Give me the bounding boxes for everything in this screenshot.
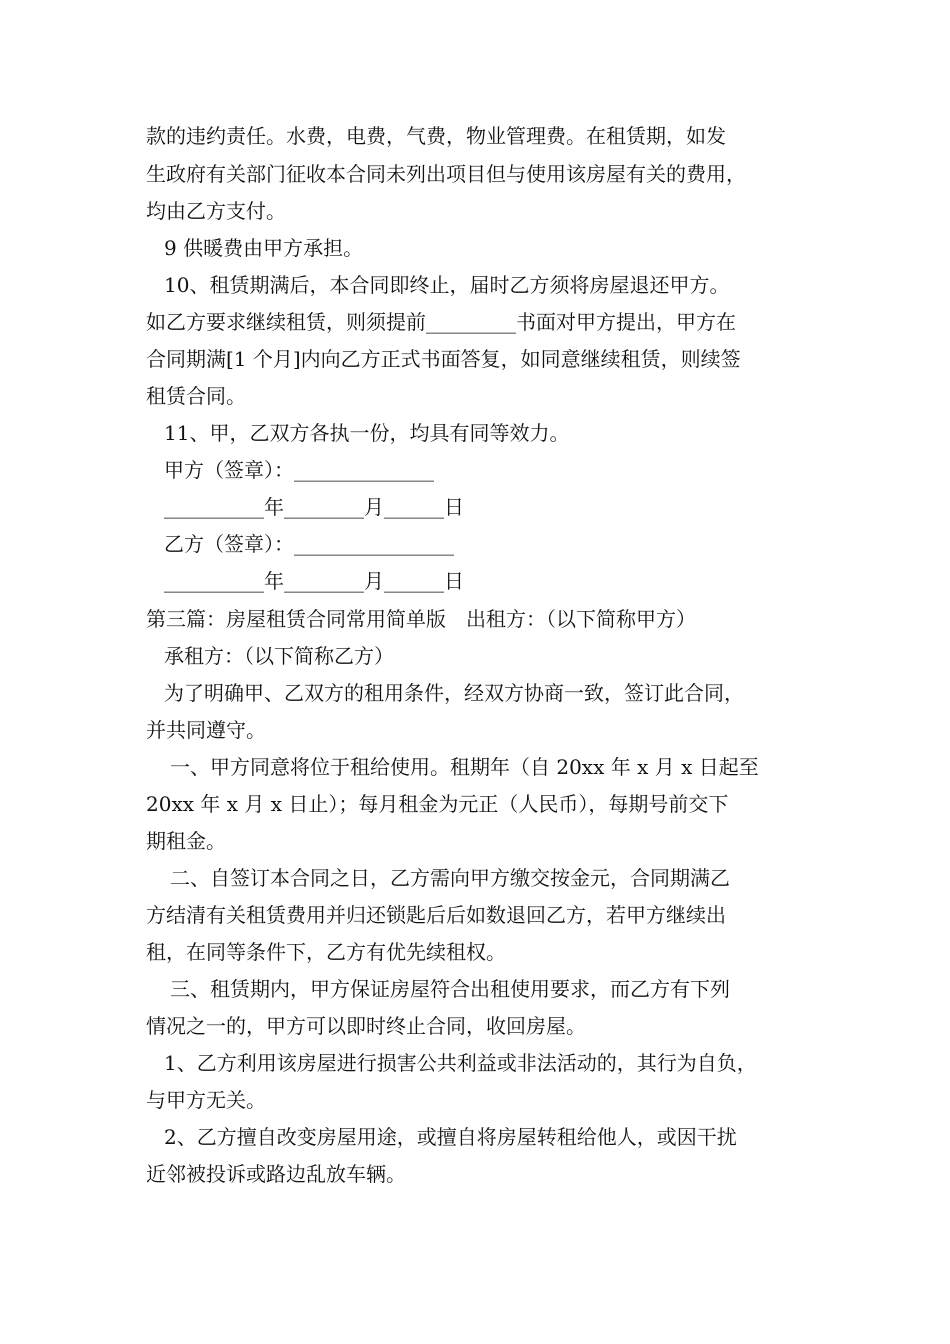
text-line: 方结清有关租赁费用并归还锁匙后后如数退回乙方，若甲方继续出 [146, 903, 726, 927]
date-line: __________年________月______日 [164, 569, 464, 593]
party-a-signature-line: 甲方（签章）：______________ [164, 458, 434, 482]
text-line: 20xx 年 x 月 x 日止）；每月租金为元正（人民币），每期号前交下 [146, 792, 729, 816]
party-b-signature-line: 乙方（签章）：________________ [164, 532, 454, 556]
text-line: 9 供暖费由甲方承担。 [164, 236, 364, 260]
text-line: 期租金。 [146, 829, 226, 853]
text-line: 合同期满[1 个月]内向乙方正式书面答复，如同意继续租赁，则续签 [146, 347, 741, 371]
text-line: 10、租赁期满后，本合同即终止，届时乙方须将房屋退还甲方。 [164, 273, 730, 297]
text-line: 款的违约责任。水费，电费，气费，物业管理费。在租赁期，如发 [146, 124, 726, 148]
text-line: 承租方：（以下简称乙方） [164, 644, 394, 668]
text-line: 如乙方要求继续租赁，则须提前_________书面对甲方提出，甲方在 [146, 310, 736, 334]
text-line: 均由乙方支付。 [146, 199, 286, 223]
text-line: 租赁合同。 [146, 384, 246, 408]
text-line: 1、乙方利用该房屋进行损害公共利益或非法活动的，其行为自负， [164, 1051, 757, 1075]
text-line: 三、租赁期内，甲方保证房屋符合出租使用要求，而乙方有下列 [170, 977, 730, 1001]
text-line: 近邻被投诉或路边乱放车辆。 [146, 1162, 406, 1186]
text-line: 11、甲，乙双方各执一份，均具有同等效力。 [164, 421, 570, 445]
text-line: 生政府有关部门征收本合同未列出项目但与使用该房屋有关的费用， [146, 162, 746, 186]
date-line: __________年________月______日 [164, 495, 464, 519]
text-line: 2、乙方擅自改变房屋用途，或擅自将房屋转租给他人，或因干扰 [164, 1125, 737, 1149]
text-line: 一、甲方同意将位于租给使用。租期年（自 20xx 年 x 月 x 日起至 [170, 755, 759, 779]
text-line: 情况之一的，甲方可以即时终止合同，收回房屋。 [146, 1014, 586, 1038]
text-line: 租，在同等条件下，乙方有优先续租权。 [146, 940, 506, 964]
section-heading: 第三篇：房屋租赁合同常用简单版 出租方：（以下简称甲方） [146, 607, 696, 631]
text-line: 二、自签订本合同之日，乙方需向甲方缴交按金元，合同期满乙 [170, 866, 730, 890]
text-line: 与甲方无关。 [146, 1088, 266, 1112]
text-line: 并共同遵守。 [146, 718, 266, 742]
text-line: 为了明确甲、乙双方的租用条件，经双方协商一致，签订此合同， [164, 681, 744, 705]
